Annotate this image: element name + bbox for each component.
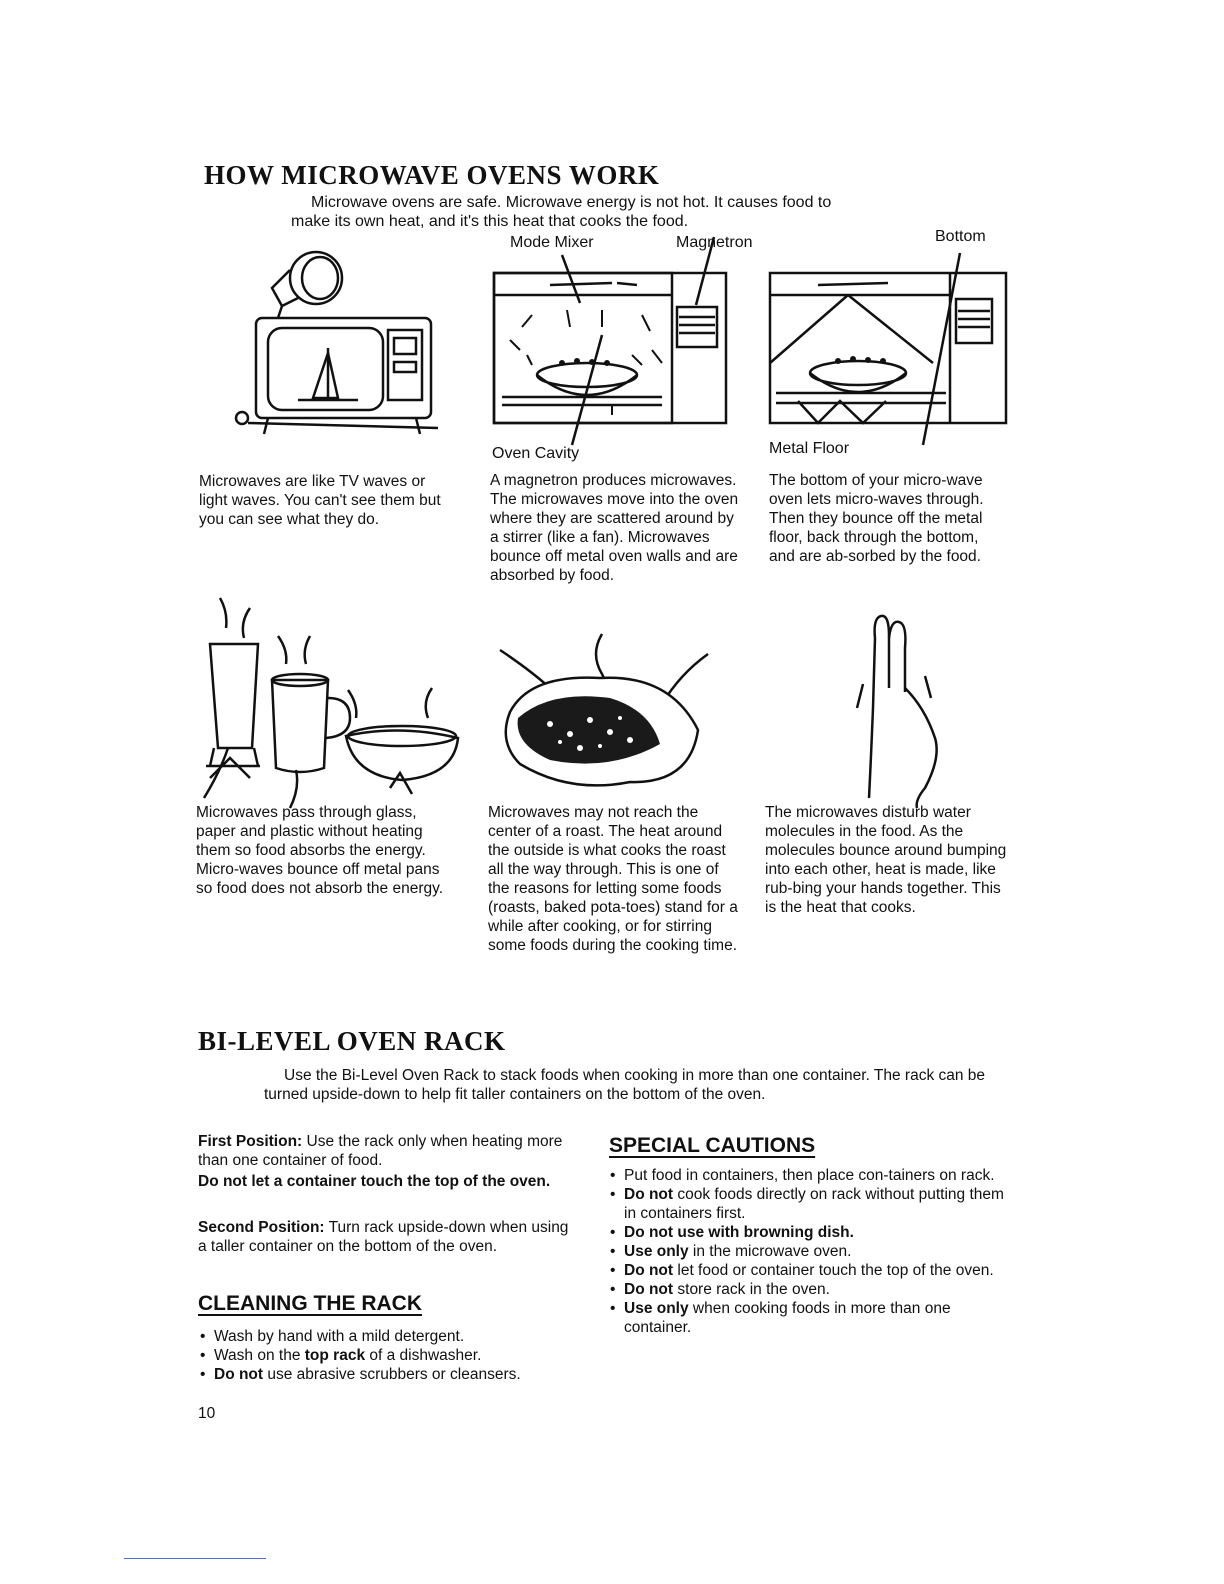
intro-line-2: make its own heat, and it's this heat that cooks the food. bbox=[291, 213, 689, 230]
special-cautions-heading: SPECIAL CAUTIONS bbox=[609, 1134, 816, 1157]
caution-6-bold: Do not bbox=[624, 1281, 674, 1298]
caution-4-bold: Use only bbox=[624, 1243, 689, 1260]
caption-bottom: The bottom of your micro-wave oven lets micro-waves through. Then they bounce off the metal floor, back through the bottom, and are ab-sorbed by the food. bbox=[769, 472, 984, 565]
caution-item-4 bbox=[608, 1242, 1008, 1261]
first-position-text bbox=[198, 1132, 590, 1170]
first-position-warning: Do not let a container touch the top of the oven. bbox=[198, 1173, 551, 1190]
caution-7-bold: Use only bbox=[624, 1300, 689, 1317]
roast-illustration bbox=[490, 634, 715, 794]
caption-magnetron: A magnetron produces microwaves. The microwaves move into the oven where they are scattered around by a stirrer (like a fan). Microwaves bounce off metal oven walls and are absorbed by food. bbox=[490, 472, 739, 584]
cleaning-item-2 bbox=[198, 1346, 598, 1365]
bi-level-intro: Use the Bi-Level Oven Rack to stack foods when cooking in more than one container. The rack can be turned upside-down to help fit taller containers on the bottom of the oven. bbox=[264, 1067, 986, 1103]
oven-cavity-diagram bbox=[492, 255, 732, 455]
section-title-bi-level-oven-rack: BI-LEVEL OVEN RACK bbox=[198, 1026, 506, 1056]
second-position-description: Turn rack upside-down when using a taller container on the bottom of the oven. bbox=[198, 1219, 569, 1255]
label-metal-floor: Metal Floor bbox=[769, 440, 850, 457]
label-bottom: Bottom bbox=[935, 228, 986, 245]
caution-4-post: in the microwave oven. bbox=[688, 1243, 852, 1260]
caution-2-bold: Do not bbox=[624, 1186, 674, 1203]
caution-5-bold: Do not bbox=[624, 1262, 674, 1279]
caution-3-bold: Do not use with browning dish. bbox=[624, 1224, 854, 1241]
intro-line-1: Microwave ovens are safe. Microwave energy is not hot. It causes food to bbox=[311, 194, 832, 211]
caution-5-post: let food or container touch the top of the oven. bbox=[673, 1262, 994, 1279]
first-position-description: Use the rack only when heating more than one container of food. bbox=[198, 1133, 563, 1169]
section-title-how-microwave-ovens-work: HOW MICROWAVE OVENS WORK bbox=[204, 160, 660, 190]
cleaning-item-2-bold: top rack bbox=[304, 1347, 366, 1364]
footnote-divider bbox=[124, 1558, 266, 1559]
glass-containers-illustration bbox=[200, 598, 462, 808]
caution-item-5 bbox=[608, 1261, 1008, 1280]
cleaning-item-3 bbox=[198, 1365, 598, 1384]
cautions-list bbox=[608, 1166, 1008, 1337]
caution-item-6 bbox=[608, 1280, 1008, 1299]
label-magnetron: Magnetron bbox=[676, 234, 753, 251]
caution-item-1 bbox=[608, 1166, 1008, 1185]
page-number: 10 bbox=[198, 1405, 216, 1422]
metal-floor-diagram bbox=[768, 255, 1008, 455]
caution-1-text: Put food in containers, then place con-tainers on rack. bbox=[624, 1167, 995, 1184]
caution-item-3 bbox=[608, 1223, 1008, 1242]
cleaning-item-2-pre: Wash on the bbox=[214, 1347, 305, 1364]
cleaning-item-2-post: of a dishwasher. bbox=[365, 1347, 482, 1364]
caution-item-2 bbox=[608, 1185, 1008, 1223]
caption-glass-paper-plastic: Microwaves pass through glass, paper and plastic without heating them so food absorbs the energy. Micro-waves bounce off metal pans so food does not absorb the energy. bbox=[196, 804, 444, 897]
second-position-text bbox=[198, 1218, 578, 1256]
cleaning-item-1 bbox=[198, 1327, 598, 1346]
caution-2-post: cook foods directly on rack without putting them in containers first. bbox=[624, 1186, 1004, 1222]
caption-tv-waves: Microwaves are like TV waves or light waves. You can't see them but you can see what they do. bbox=[199, 473, 441, 528]
label-mode-mixer: Mode Mixer bbox=[510, 234, 594, 251]
caption-hands: The microwaves disturb water molecules in the food. As the molecules bounce around bumping into each other, heat is made, like rub-bing your hands together. This is the heat that cooks. bbox=[765, 804, 1007, 916]
caution-item-7 bbox=[608, 1299, 1008, 1337]
second-position-label: Second Position: bbox=[198, 1219, 325, 1236]
first-position-label: First Position: bbox=[198, 1133, 303, 1150]
cleaning-the-rack-heading: CLEANING THE RACK bbox=[198, 1292, 422, 1315]
cleaning-item-3-post: use abrasive scrubbers or cleansers. bbox=[263, 1366, 521, 1383]
label-oven-cavity: Oven Cavity bbox=[492, 445, 580, 462]
cleaning-item-1-text: Wash by hand with a mild detergent. bbox=[214, 1328, 465, 1345]
caption-roast: Microwaves may not reach the center of a roast. The heat around the outside is what cooks the roast all the way through. This is one of the reasons for letting some foods (roasts, baked pota-toes) stand for a while after cooking, or for stirring some foods during the cooking time. bbox=[488, 804, 738, 954]
caution-7-post: when cooking foods in more than one container. bbox=[624, 1300, 951, 1336]
rubbing-hands-illustration bbox=[845, 608, 945, 808]
caution-6-post: store rack in the oven. bbox=[673, 1281, 830, 1298]
cleaning-item-3-bold: Do not bbox=[214, 1366, 264, 1383]
cleaning-list bbox=[198, 1327, 598, 1384]
tv-with-lamp-illustration bbox=[228, 248, 438, 438]
